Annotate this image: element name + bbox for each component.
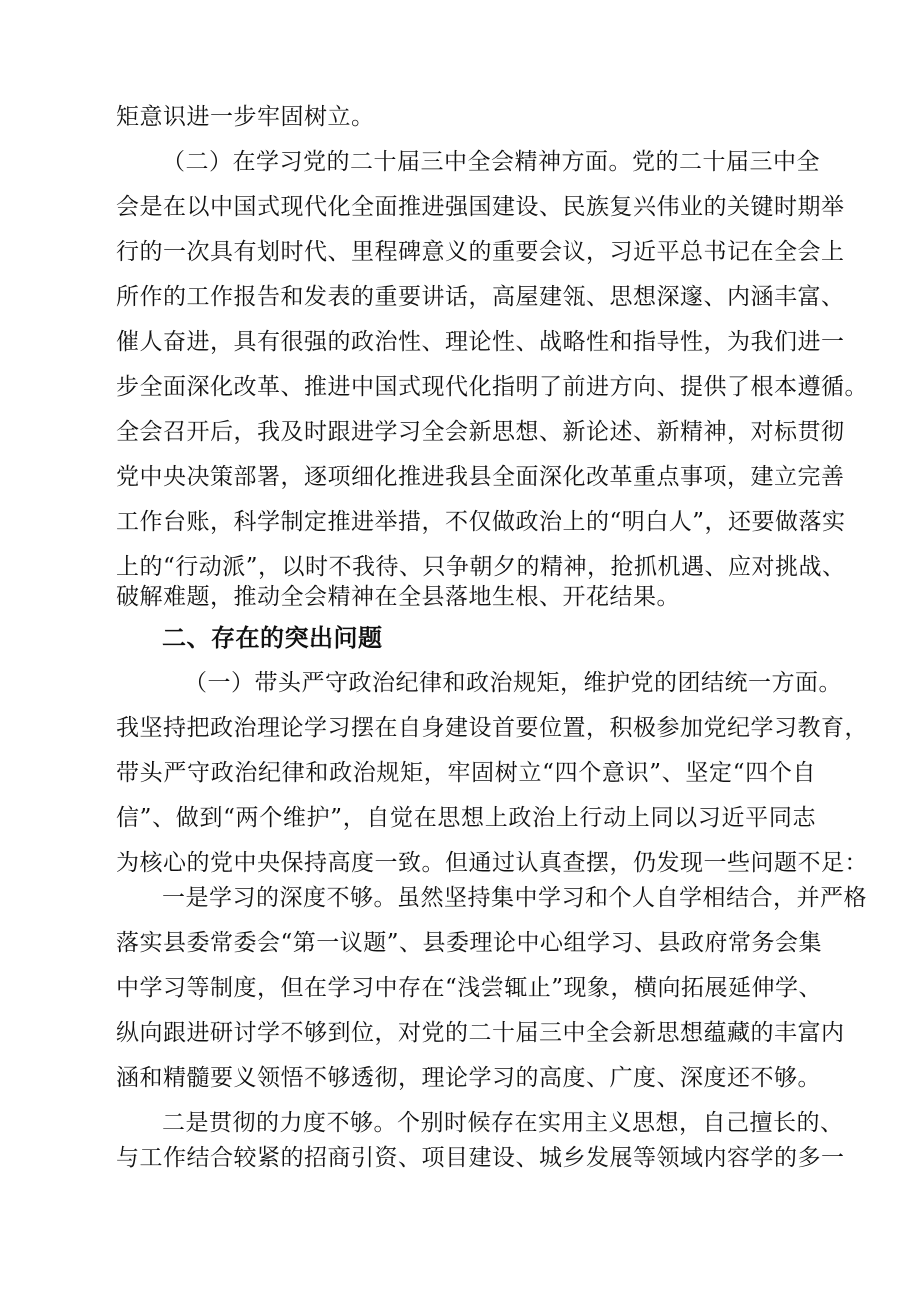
paragraph-line: 催人奋进，具有很强的政治性、理论性、战略性和指导性，为我们进一 xyxy=(116,329,845,355)
paragraph-line: （二）在学习党的二十届三中全会精神方面。党的二十届三中全 xyxy=(162,149,820,175)
paragraph-line: 为核心的党中央保持高度一致。但通过认真查摆，仍发现一些问题不足： xyxy=(116,850,868,876)
paragraph-line: 步全面深化改革、推进中国式现代化指明了前进方向、提供了根本遵循。 xyxy=(116,374,868,400)
paragraph-line: 中学习等制度，但在学习中存在“浅尝辄止”现象，横向拓展延伸学、 xyxy=(116,975,823,1001)
paragraph-line: 一是学习的深度不够。虽然坚持集中学习和个人自学相结合，并严格 xyxy=(162,885,867,911)
paragraph-line: 落实县委常委会“第一议题”、县委理论中心组学习、县政府常务会集 xyxy=(116,930,823,956)
paragraph-line: 涵和精髓要义领悟不够透彻，理论学习的高度、广度、深度还不够。 xyxy=(116,1065,821,1091)
paragraph-line: 所作的工作报告和发表的重要讲话，高屋建瓴、思想深邃、内涵丰富、 xyxy=(116,284,845,310)
paragraph-line: 破解难题，推动全会精神在全县落地生根、开花结果。 xyxy=(116,584,680,610)
paragraph-line: 带头严守政治纪律和政治规矩，牢固树立“四个意识”、坚定“四个自 xyxy=(116,760,816,786)
paragraph-line: 与工作结合较紧的招商引资、项目建设、城乡发展等领域内容学的多一 xyxy=(116,1145,845,1171)
paragraph-line: 矩意识进一步牢固树立。 xyxy=(116,104,375,130)
paragraph-line: 行的一次具有划时代、里程碑意义的重要会议，习近平总书记在全会上 xyxy=(116,239,845,265)
paragraph-line: （一）带头严守政治纪律和政治规矩，维护党的团结统一方面。 xyxy=(184,670,842,696)
section-heading: 二、存在的突出问题 xyxy=(162,624,383,652)
paragraph-line: 二是贯彻的力度不够。个别时候存在实用主义思想，自己擅长的、 xyxy=(162,1110,844,1136)
paragraph-line: 全会召开后，我及时跟进学习全会新思想、新论述、新精神，对标贯彻 xyxy=(116,419,845,445)
paragraph-line: 我坚持把政治理论学习摆在自身建设首要位置，积极参加党纪学习教育， xyxy=(116,715,868,741)
paragraph-line: 上的“行动派”，以时不我待、只争朝夕的精神，抢抓机遇、应对挑战、 xyxy=(116,554,846,580)
paragraph-line: 会是在以中国式现代化全面推进强国建设、民族复兴伟业的关键时期举 xyxy=(116,194,845,220)
paragraph-line: 信”、做到“两个维护”，自觉在思想上政治上行动上同以习近平同志 xyxy=(116,805,816,831)
paragraph-line: 党中央决策部署，逐项细化推进我县全面深化改革重点事项，建立完善 xyxy=(116,464,845,490)
paragraph-line: 工作台账，科学制定推进举措，不仅做政治上的“明白人”，还要做落实 xyxy=(116,509,846,535)
paragraph-line: 纵向跟进研讨学不够到位，对党的二十届三中全会新思想蕴藏的丰富内 xyxy=(116,1020,845,1046)
